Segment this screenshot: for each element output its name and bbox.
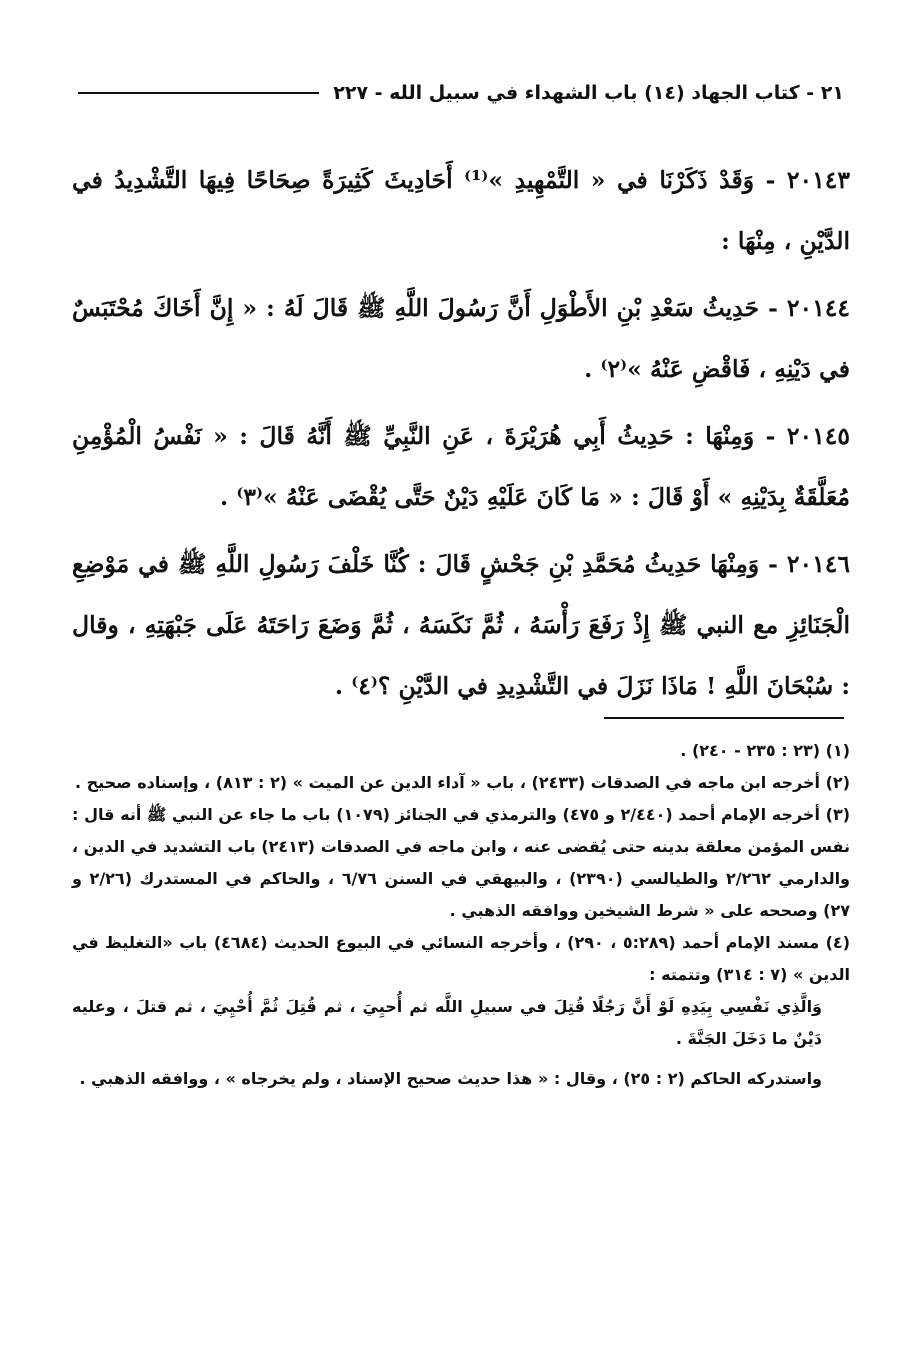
paragraph-20145: ٢٠١٤٥ - وَمِنْهَا : حَدِيثُ أَبِي هُرَيْرَةَ ، عَنِ النَّبِيِّ ﷺ أَنَّهُ قَالَ : « نَفْسُ الْمُؤْمِنِ مُعَلَّقَةٌ بِدَيْنِهِ » أَوْ قَالَ : « مَا كَانَ عَلَيْهِ دَيْنٌ حَتَّى يُقْضَى عَنْهُ »⁽٣⁾ . — [72, 422, 850, 511]
running-header — [78, 76, 844, 110]
paragraph-20143: ٢٠١٤٣ - وَقَدْ ذَكَرْنَا في « التَّمْهِيدِ »⁽¹⁾ أَحَادِيثَ كَثِيرَةً صِحَاحًا فِيهَا التَّشْدِيدُ في الدَّيْنِ ، مِنْهَا : — [72, 166, 850, 255]
main-text — [72, 150, 850, 717]
header-rule — [78, 92, 319, 94]
paragraph-20144: ٢٠١٤٤ - حَدِيثُ سَعْدِ بْنِ الأَطْوَلِ أَنَّ رَسُولَ اللَّهِ ﷺ قَالَ لَهُ : « إِنَّ أَخَاكَ مُحْتَبَسٌ في دَيْنِهِ ، فَاقْضِ عَنْهُ »⁽٢⁾ . — [72, 294, 850, 383]
footnote-2: (٢) أخرجه ابن ماجه في الصدقات (٢٤٣٣) ، باب « آداء الدين عن الميت » (٢ : ٨١٣) ، وإسناده صحيح . — [74, 773, 850, 792]
footnote-divider — [604, 717, 844, 719]
paragraph-20146: ٢٠١٤٦ - وَمِنْهَا حَدِيثُ مُحَمَّدِ بْنِ جَحْشٍ قَالَ : كُنَّا خَلْفَ رَسُولِ اللَّهِ ﷺ في مَوْضِعِ الْجَنَائِزِ مع النبي ﷺ إِذْ رَفَعَ رَأْسَهُ ، ثُمَّ نَكَسَهُ ، ثُمَّ وَضَعَ رَاحَتَهُ عَلَى جَبْهَتِهِ ، وقال : سُبْحَانَ اللَّهِ ! مَاذَا نَزَلَ في التَّشْدِيدِ في الدَّيْنِ ؟⁽٤⁾ . — [72, 550, 850, 700]
footnote-3: (٣) أخرجه الإمام أحمد (٢/٤٤٠ و ٤٧٥) والترمذي في الجنائز (١٠٧٩) باب ما جاء عن النبي ﷺ أنه قال : نفس المؤمن معلقة بدينه حتى يُقضى عنه ، وابن ماجه في الصدقات (٢٤١٣) باب التشديد في الدين ، والدارمي ٢/٢٦٢ والطيالسي (٢٣٩٠) ، والبيهقي في السنن ٦/٧٦ ، والحاكم في المستدرك (٢/٢٦ و ٢٧) وصححه على « شرط الشيخين ووافقه الذهبي . — [72, 805, 851, 920]
footnote-4: (٤) مسند الإمام أحمد (٥:٢٨٩ ، ٢٩٠) ، وأخرجه النسائي في البيوع الحديث (٤٦٨٤) باب «التغليظ في الدين » (٧ : ٣١٤) وتتمته : — [72, 933, 850, 984]
footnote-4-quote: وَالَّذِي نَفْسِي بِيَدِهِ لَوْ أَنَّ رَجُلًا قُتِلَ في سبيلِ اللَّه ثم أُحيِيَ ، ثم قُتِلَ ثُمَّ أُحْيِيَ ، ثم قتلَ ، وعليه دَيْنٌ ما دَخَلَ الجَنَّةَ . — [72, 997, 822, 1048]
header-title: ٢١ - كتاب الجهاد (١٤) باب الشهداء في سبيل الله - ٢٢٧ — [333, 82, 844, 104]
footnotes-section — [72, 735, 850, 1095]
footnote-1: (١) (٢٣ : ٢٣٥ - ٢٤٠) . — [680, 741, 850, 760]
footnote-4-end: واستدركه الحاكم (٢ : ٢٥) ، وقال : « هذا حديث صحيح الإسناد ، ولم يخرجاه » ، ووافقه الذهبي . — [79, 1069, 822, 1088]
